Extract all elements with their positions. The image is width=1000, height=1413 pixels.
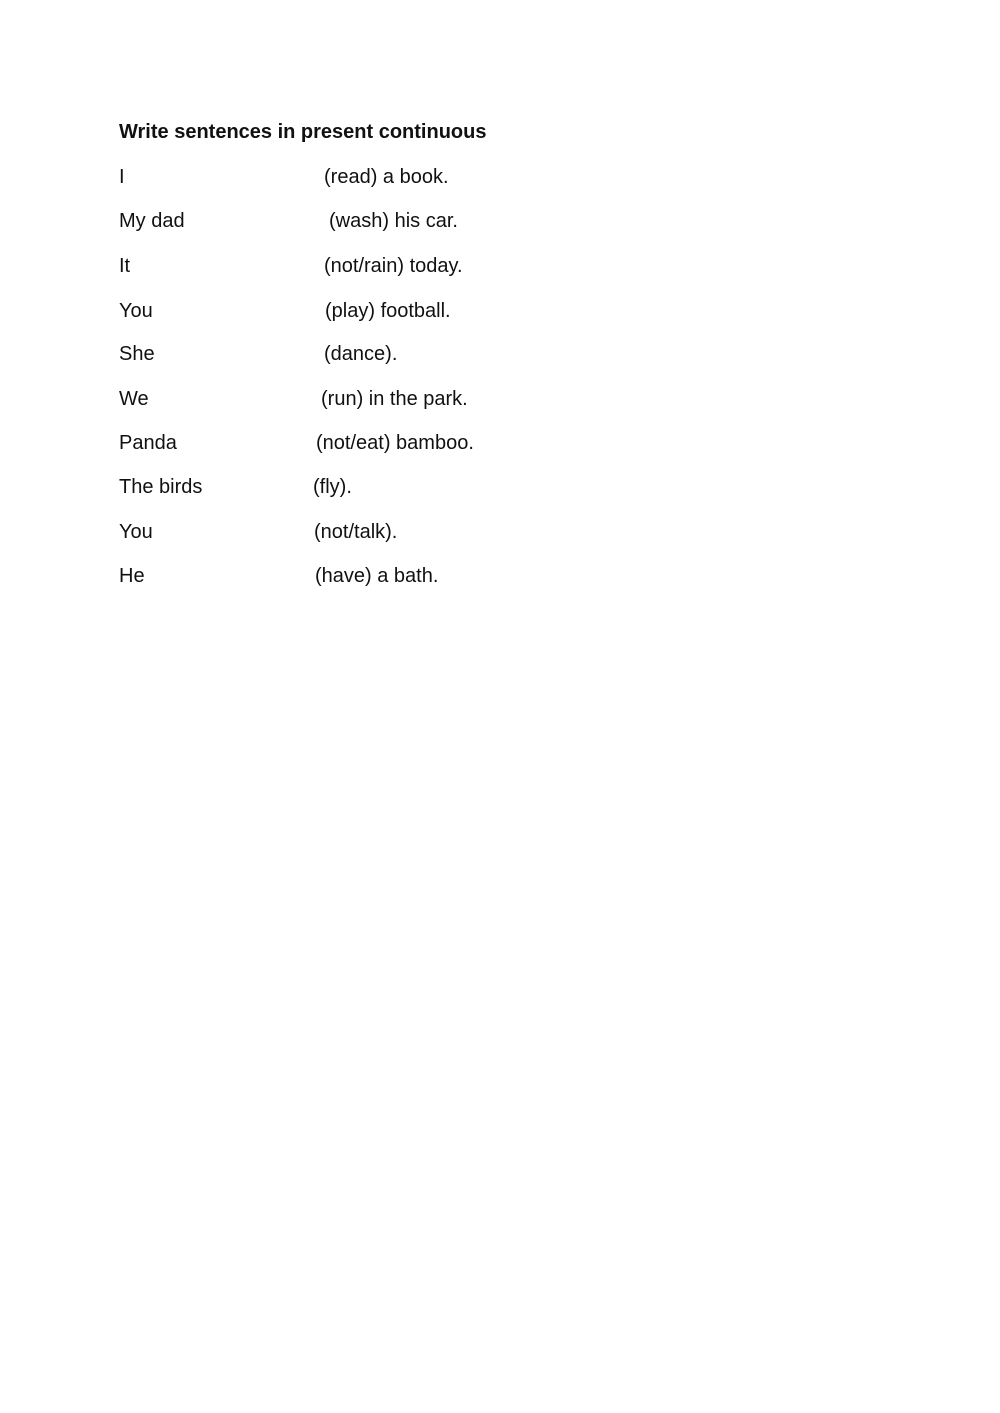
exercise-subject: Panda [119, 432, 177, 454]
exercise-subject: We [119, 388, 149, 410]
exercise-row [0, 300, 1000, 326]
exercise-prompt: (read) a book. [324, 166, 449, 188]
exercise-row [0, 255, 1000, 281]
exercise-prompt: (play) football. [325, 300, 451, 322]
worksheet-title: Write sentences in present continuous [119, 121, 487, 143]
exercise-row [0, 432, 1000, 458]
exercise-subject: She [119, 343, 155, 365]
exercise-subject: I [119, 166, 125, 188]
exercise-prompt: (wash) his car. [329, 210, 458, 232]
exercise-row [0, 388, 1000, 414]
exercise-row [0, 476, 1000, 502]
exercise-prompt: (not/talk). [314, 521, 398, 543]
exercise-prompt: (dance). [324, 343, 398, 365]
exercise-subject: The birds [119, 476, 203, 498]
exercise-row [0, 210, 1000, 236]
exercise-subject: You [119, 521, 153, 543]
exercise-row [0, 166, 1000, 192]
exercise-subject: He [119, 565, 145, 587]
exercise-row [0, 343, 1000, 369]
exercise-subject: My dad [119, 210, 185, 232]
exercise-prompt: (not/eat) bamboo. [316, 432, 474, 454]
exercise-prompt: (run) in the park. [321, 388, 468, 410]
exercise-prompt: (not/rain) today. [324, 255, 463, 277]
exercise-subject: You [119, 300, 153, 322]
exercise-row [0, 565, 1000, 591]
exercise-prompt: (have) a bath. [315, 565, 439, 587]
exercise-row [0, 521, 1000, 547]
exercise-prompt: (fly). [313, 476, 352, 498]
exercise-subject: It [119, 255, 131, 277]
